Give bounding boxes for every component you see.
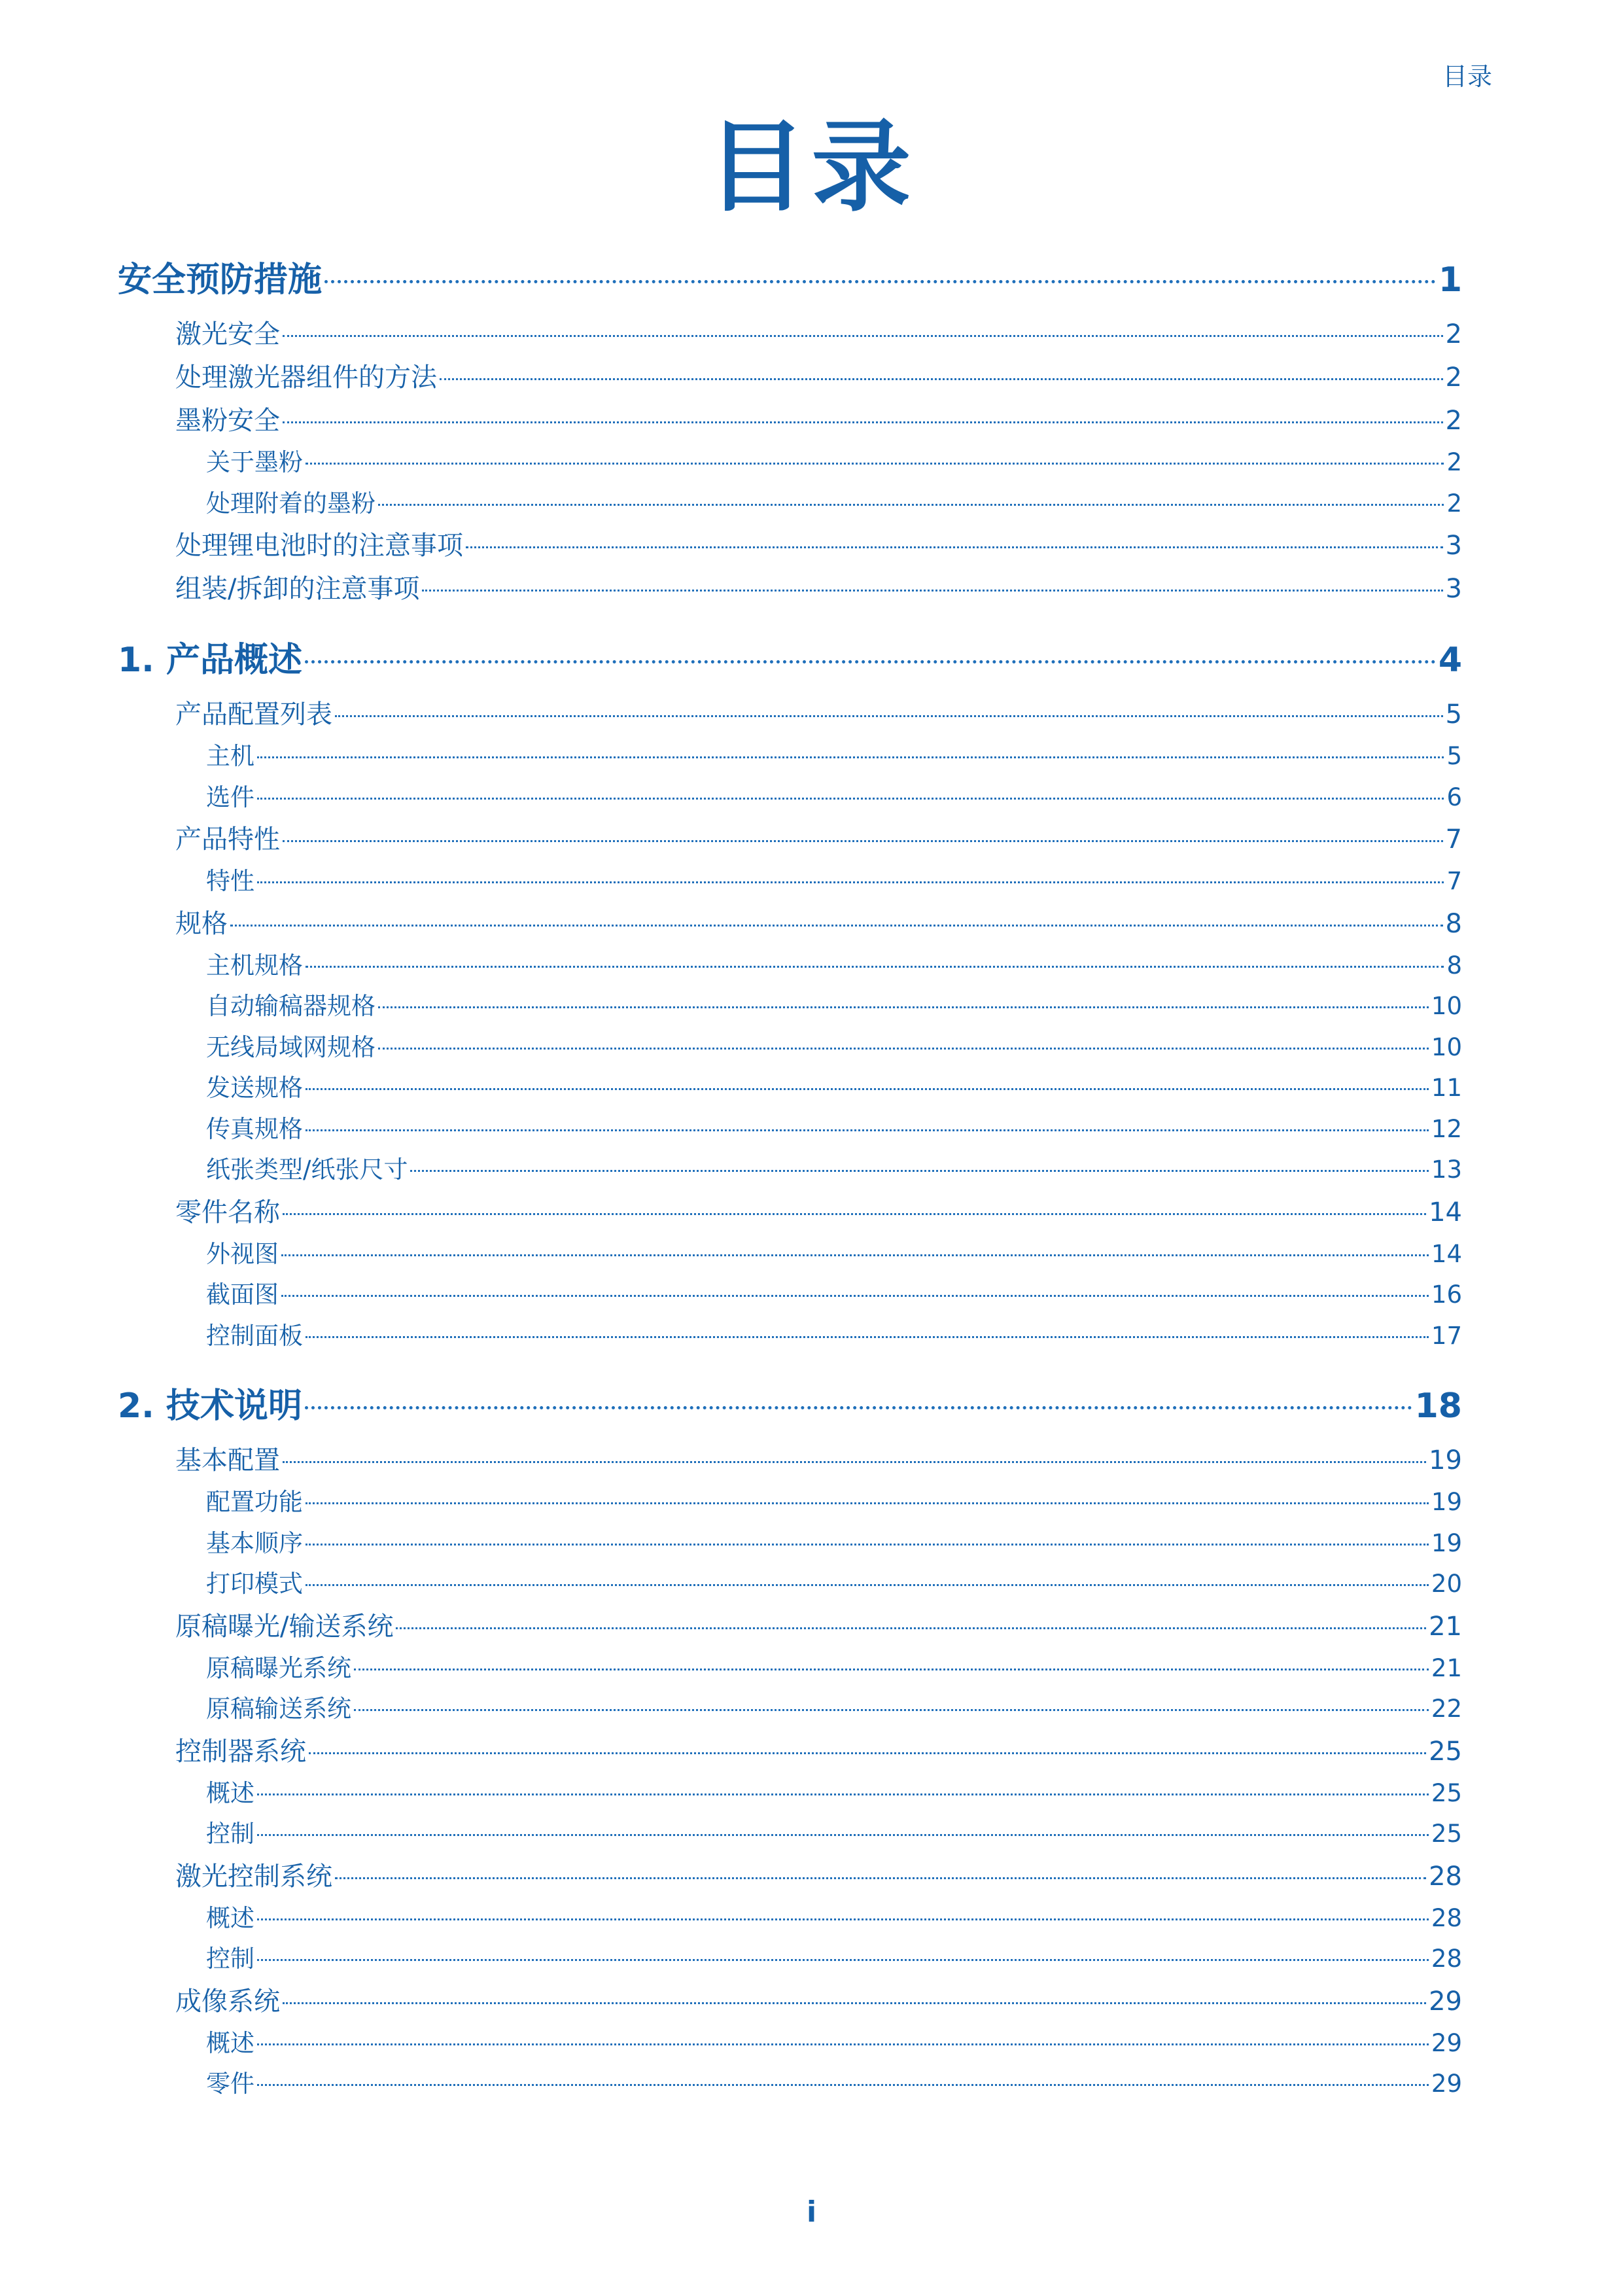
toc-section-entry[interactable] <box>118 1439 1462 1482</box>
toc-entry-title: 激光控制系统 <box>175 1861 332 1892</box>
toc-chapter-entry[interactable] <box>118 1373 1462 1439</box>
dot-leader <box>281 1254 1429 1256</box>
toc-entry-title: 处理锂电池时的注意事项 <box>175 531 463 561</box>
toc-entry-page-number: 29 <box>1429 1986 1462 2017</box>
toc-chapter-entry[interactable] <box>118 247 1462 313</box>
toc-entry-title: 原稿输送系统 <box>206 1695 351 1723</box>
toc-section-entry[interactable] <box>118 399 1462 442</box>
toc-entry-page-number: 5 <box>1446 742 1462 770</box>
dot-leader <box>466 546 1443 548</box>
toc-subsection-entry[interactable] <box>118 1564 1462 1605</box>
toc-entry-title: 控制 <box>206 1945 254 1973</box>
toc-entry-page-number: 25 <box>1431 1778 1462 1807</box>
toc-subsection-entry[interactable] <box>118 1689 1462 1730</box>
toc-entry-title: 成像系统 <box>175 1986 280 2017</box>
toc-entry-title: 发送规格 <box>206 1074 303 1102</box>
toc-entry-title: 处理激光器组件的方法 <box>175 362 437 393</box>
toc-subsection-entry[interactable] <box>118 1523 1462 1564</box>
toc-entry-page-number: 19 <box>1431 1488 1462 1516</box>
toc-section-entry[interactable] <box>118 693 1462 736</box>
toc-subsection-entry[interactable] <box>118 1275 1462 1316</box>
toc-entry-title: 传真规格 <box>206 1114 303 1143</box>
dot-leader <box>305 1088 1429 1090</box>
toc-entry-page-number: 25 <box>1429 1736 1462 1767</box>
toc-entry-page-number: 2 <box>1446 448 1462 476</box>
toc-subsection-entry[interactable] <box>118 1898 1462 1939</box>
toc-entry-page-number: 22 <box>1431 1695 1462 1723</box>
dot-leader <box>281 1295 1429 1297</box>
dot-leader <box>283 840 1443 842</box>
dot-leader <box>305 1336 1429 1338</box>
toc-entry-title: 控制 <box>206 1820 254 1848</box>
dot-leader <box>283 2002 1426 2004</box>
toc-subsection-entry[interactable] <box>118 986 1462 1027</box>
toc-subsection-entry[interactable] <box>118 1316 1462 1357</box>
toc-subsection-entry[interactable] <box>118 1814 1462 1855</box>
toc-entry-title: 选件 <box>206 783 254 811</box>
dot-leader <box>257 756 1444 758</box>
dot-leader <box>378 1048 1429 1050</box>
toc-entry-page-number: 11 <box>1431 1074 1462 1102</box>
dot-leader <box>283 1461 1426 1463</box>
toc-entry-title: 特性 <box>206 867 254 895</box>
toc-entry-page-number: 28 <box>1431 1945 1462 1973</box>
toc-section-entry[interactable] <box>118 1191 1462 1234</box>
toc-entry-title: 原稿曝光/输送系统 <box>175 1611 394 1642</box>
toc-entry-page-number: 2 <box>1445 406 1462 436</box>
dot-leader <box>305 1544 1429 1545</box>
dot-leader <box>257 881 1444 883</box>
toc-entry-page-number: 28 <box>1429 1861 1462 1892</box>
dot-leader <box>257 1793 1429 1795</box>
dot-leader <box>305 1129 1429 1131</box>
toc-entry-title: 关于墨粉 <box>206 448 303 476</box>
dot-leader <box>422 590 1442 592</box>
toc-entry-title: 2. 技术说明 <box>118 1386 303 1426</box>
toc-entry-page-number: 16 <box>1431 1280 1462 1309</box>
toc-entry-title: 纸张类型/纸张尺寸 <box>206 1156 408 1184</box>
toc-subsection-entry[interactable] <box>118 1234 1462 1275</box>
dot-leader <box>257 2084 1429 2086</box>
dot-leader <box>410 1170 1428 1172</box>
dot-leader <box>257 1959 1429 1961</box>
toc-section-entry[interactable] <box>118 567 1462 610</box>
toc-subsection-entry[interactable] <box>118 1027 1462 1069</box>
dot-leader <box>257 1918 1429 1920</box>
toc-entry-page-number: 14 <box>1429 1197 1462 1227</box>
toc-subsection-entry[interactable] <box>118 777 1462 819</box>
toc-entry-page-number: 1 <box>1438 260 1462 300</box>
toc-entry-title: 主机 <box>206 742 254 770</box>
dot-leader <box>283 335 1443 337</box>
toc-subsection-entry[interactable] <box>118 1109 1462 1150</box>
toc-entry-title: 自动输稿器规格 <box>206 992 375 1020</box>
toc-entry-title: 概述 <box>206 1778 254 1807</box>
toc-entry-page-number: 7 <box>1446 867 1462 895</box>
toc-entry-page-number: 8 <box>1446 951 1462 980</box>
toc-entry-title: 组装/拆卸的注意事项 <box>175 574 420 604</box>
toc-entry-page-number: 2 <box>1446 489 1462 518</box>
dot-leader <box>257 798 1444 800</box>
toc-entry-title: 基本顺序 <box>206 1528 303 1557</box>
toc-entry-title: 控制器系统 <box>175 1736 306 1767</box>
toc-subsection-entry[interactable] <box>118 442 1462 484</box>
toc-entry-page-number: 17 <box>1431 1321 1462 1350</box>
toc-entry-page-number: 21 <box>1429 1611 1462 1642</box>
toc-subsection-entry[interactable] <box>118 861 1462 902</box>
toc-section-entry[interactable] <box>118 1980 1462 2023</box>
toc-entry-page-number: 3 <box>1445 531 1462 561</box>
toc-subsection-entry[interactable] <box>118 2023 1462 2064</box>
toc-section-entry[interactable] <box>118 356 1462 399</box>
toc-section-entry[interactable] <box>118 524 1462 567</box>
toc-entry-page-number: 21 <box>1431 1653 1462 1682</box>
dot-leader <box>396 1627 1426 1629</box>
dot-leader <box>283 421 1443 423</box>
dot-leader <box>324 280 1436 283</box>
toc-entry-title: 配置功能 <box>206 1488 303 1516</box>
dot-leader <box>309 1752 1426 1754</box>
dot-leader <box>305 463 1444 465</box>
toc-entry-page-number: 19 <box>1429 1445 1462 1475</box>
toc-entry-title: 产品配置列表 <box>175 699 332 730</box>
toc-entry-title: 墨粉安全 <box>175 406 280 436</box>
toc-entry-title: 1. 产品概述 <box>118 641 303 680</box>
toc-subsection-entry[interactable] <box>118 1068 1462 1109</box>
page-title: 目录 <box>707 109 916 225</box>
dot-leader <box>378 1006 1429 1008</box>
dot-leader <box>305 1584 1429 1586</box>
dot-leader <box>335 1877 1426 1879</box>
toc-entry-title: 零件 <box>206 2070 254 2098</box>
toc-entry-title: 概述 <box>206 2028 254 2057</box>
toc-section-entry[interactable] <box>118 313 1462 356</box>
dot-leader <box>354 1669 1429 1670</box>
dot-leader <box>257 1834 1429 1836</box>
toc-subsection-entry[interactable] <box>118 1939 1462 1980</box>
toc-entry-title: 概述 <box>206 1903 254 1932</box>
toc-entry-page-number: 18 <box>1414 1386 1462 1426</box>
dot-leader <box>354 1709 1429 1711</box>
running-header: 目录 <box>1442 62 1492 91</box>
toc-chapter-entry[interactable] <box>118 627 1462 693</box>
toc-entry-page-number: 13 <box>1431 1156 1462 1184</box>
dot-leader <box>283 1213 1426 1215</box>
toc-entry-title: 安全预防措施 <box>118 260 323 300</box>
toc-entry-title: 截面图 <box>206 1280 279 1309</box>
toc-section-entry[interactable] <box>118 1855 1462 1898</box>
toc-entry-title: 无线局域网规格 <box>206 1033 375 1061</box>
toc-entry-page-number: 4 <box>1438 641 1462 680</box>
table-of-contents <box>118 247 1462 2105</box>
toc-entry-title: 激光安全 <box>175 319 280 349</box>
toc-subsection-entry[interactable] <box>118 484 1462 525</box>
toc-entry-title: 零件名称 <box>175 1197 280 1227</box>
toc-entry-page-number: 12 <box>1431 1114 1462 1143</box>
toc-subsection-entry[interactable] <box>118 1482 1462 1523</box>
toc-entry-page-number: 29 <box>1431 2028 1462 2057</box>
toc-subsection-entry[interactable] <box>118 736 1462 777</box>
toc-entry-title: 产品特性 <box>175 824 280 855</box>
dot-leader <box>230 925 1443 927</box>
toc-entry-page-number: 28 <box>1431 1903 1462 1932</box>
dot-leader <box>335 715 1443 717</box>
toc-entry-title: 打印模式 <box>206 1570 303 1598</box>
toc-entry-page-number: 2 <box>1445 319 1462 349</box>
toc-entry-page-number: 10 <box>1431 992 1462 1020</box>
toc-section-entry[interactable] <box>118 1730 1462 1773</box>
toc-entry-page-number: 2 <box>1445 362 1462 393</box>
toc-entry-page-number: 8 <box>1445 908 1462 939</box>
toc-subsection-entry[interactable] <box>118 945 1462 987</box>
toc-entry-page-number: 3 <box>1445 574 1462 604</box>
toc-entry-page-number: 14 <box>1431 1239 1462 1268</box>
toc-entry-page-number: 6 <box>1446 783 1462 811</box>
toc-entry-title: 原稿曝光系统 <box>206 1653 351 1682</box>
toc-entry-title: 外视图 <box>206 1239 279 1268</box>
toc-entry-page-number: 29 <box>1431 2070 1462 2098</box>
toc-entry-page-number: 19 <box>1431 1528 1462 1557</box>
toc-entry-page-number: 10 <box>1431 1033 1462 1061</box>
dot-leader <box>378 504 1444 506</box>
dot-leader <box>440 378 1443 380</box>
toc-section-entry[interactable] <box>118 902 1462 945</box>
toc-subsection-entry[interactable] <box>118 1150 1462 1191</box>
dot-leader <box>305 660 1436 663</box>
toc-subsection-entry[interactable] <box>118 2064 1462 2105</box>
toc-entry-title: 主机规格 <box>206 951 303 980</box>
dot-leader <box>257 2043 1429 2045</box>
toc-section-entry[interactable] <box>118 818 1462 861</box>
dot-leader <box>305 1502 1429 1504</box>
toc-entry-title: 基本配置 <box>175 1445 280 1475</box>
page-number: i <box>806 2195 817 2229</box>
toc-entry-title: 控制面板 <box>206 1321 303 1350</box>
toc-entry-title: 规格 <box>175 908 228 939</box>
dot-leader <box>305 1406 1412 1409</box>
toc-subsection-entry[interactable] <box>118 1773 1462 1814</box>
toc-entry-page-number: 7 <box>1445 824 1462 855</box>
toc-subsection-entry[interactable] <box>118 1648 1462 1689</box>
toc-entry-page-number: 25 <box>1431 1820 1462 1848</box>
dot-leader <box>305 966 1444 968</box>
toc-entry-title: 处理附着的墨粉 <box>206 489 375 518</box>
toc-section-entry[interactable] <box>118 1605 1462 1648</box>
toc-entry-page-number: 5 <box>1445 699 1462 730</box>
toc-entry-page-number: 20 <box>1431 1570 1462 1598</box>
